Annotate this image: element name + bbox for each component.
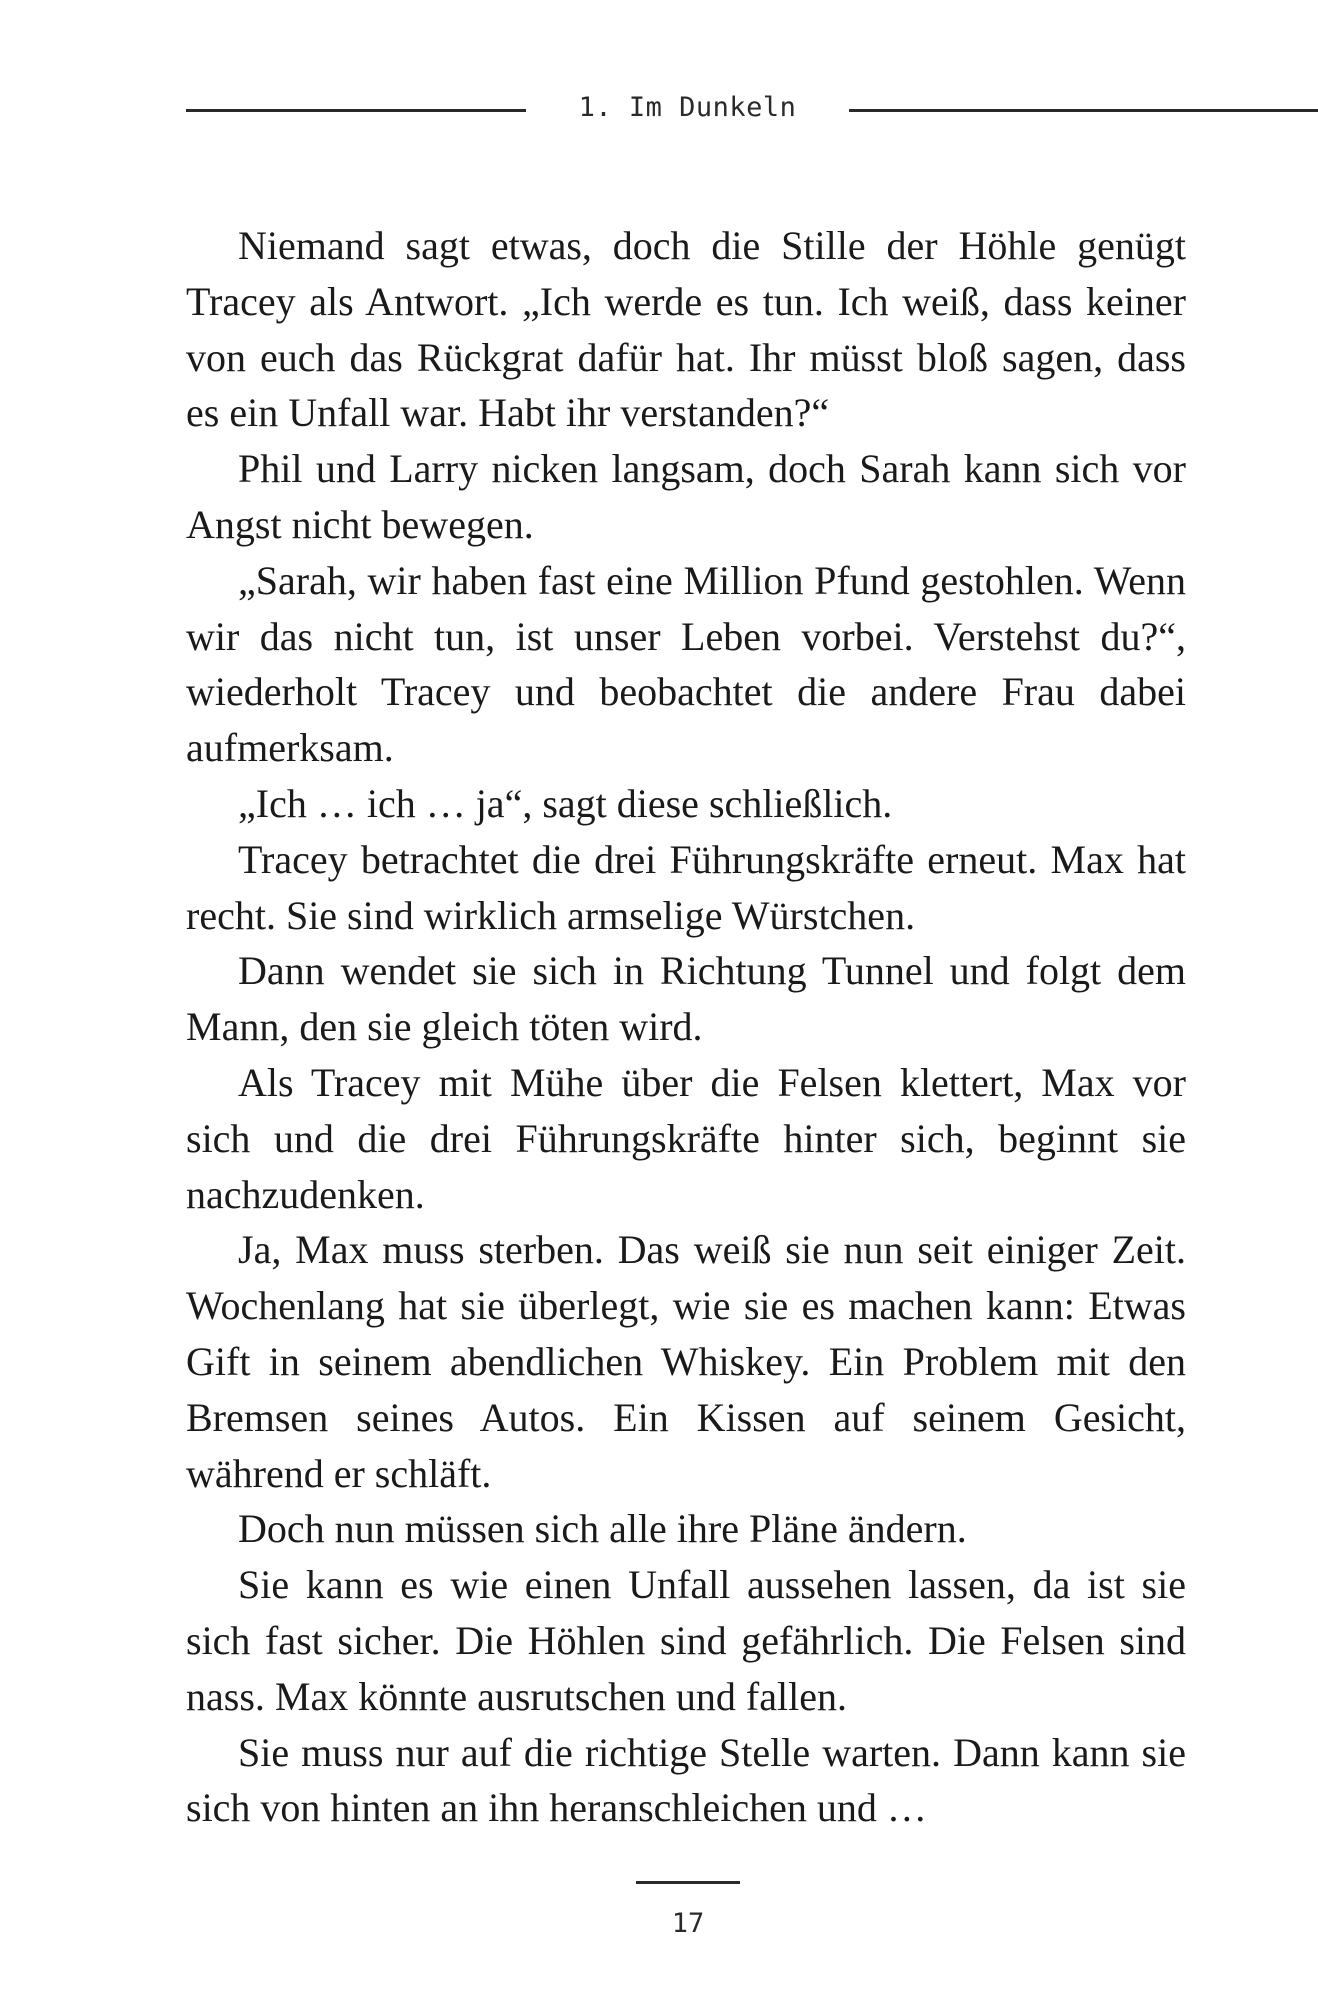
paragraph: Phil und Larry nicken langsam, doch Sarah kann sich vor Angst nicht bewegen. — [186, 446, 1186, 547]
running-header — [186, 88, 1318, 128]
paragraph: Sie kann es wie einen Unfall aussehen lassen, da ist sie sich fast sicher. Die Höhlen sind gefährlich. Die Felsen sind nass. Max könnte ausrutschen und fallen. — [186, 1562, 1186, 1719]
paragraph: Als Tracey mit Mühe über die Felsen klettert, Max vor sich und die drei Führungskräfte hinter sich, beginnt sie nachzudenken. — [186, 1059, 1186, 1217]
header-rule-left — [186, 109, 526, 112]
body-text — [186, 218, 1186, 1836]
header-rule-right — [849, 109, 1318, 112]
paragraph: Doch nun müssen sich alle ihre Pläne ändern. — [238, 1506, 967, 1552]
paragraph: „Sarah, wir haben fast eine Million Pfund gestohlen. Wenn wir das nicht tun, ist unser Leben vorbei. Verstehst du?“, wiederholt Tracey und beobachtet die andere Frau dabei aufmerksam. — [186, 557, 1186, 771]
footer-rule — [636, 1881, 740, 1884]
paragraph: Sie muss nur auf die richtige Stelle warten. Dann kann sie sich von hinten an ihn heranschleichen und … — [186, 1729, 1186, 1831]
paragraph: Ja, Max muss sterben. Das weiß sie nun seit einiger Zeit. Wochenlang hat sie überlegt, wie sie es machen kann: Etwas Gift in seinem abendlichen Whiskey. Ein Problem mit den Bremsen seines Autos. Ein Kissen auf seinem Gesicht, während er schläft. — [186, 1227, 1186, 1496]
chapter-title: 1. Im Dunkeln — [578, 92, 797, 123]
page-number: 17 — [671, 1908, 705, 1939]
paragraph: Tracey betrachtet die drei Führungskräfte erneut. Max hat recht. Sie sind wirklich armselige Würstchen. — [186, 836, 1186, 938]
paragraph: Niemand sagt etwas, doch die Stille der Höhle genügt Tracey als Antwort. „Ich werde es tun. Ich weiß, dass keiner von euch das Rückgrat dafür hat. Ihr müsst bloß sagen, dass es ein Unfall war. Habt ihr verstanden?“ — [186, 223, 1186, 436]
paragraph: Dann wendet sie sich in Richtung Tunnel und folgt dem Mann, den sie gleich töten wird. — [186, 948, 1186, 1050]
paragraph: „Ich … ich … ja“, sagt diese schließlich. — [238, 780, 893, 826]
